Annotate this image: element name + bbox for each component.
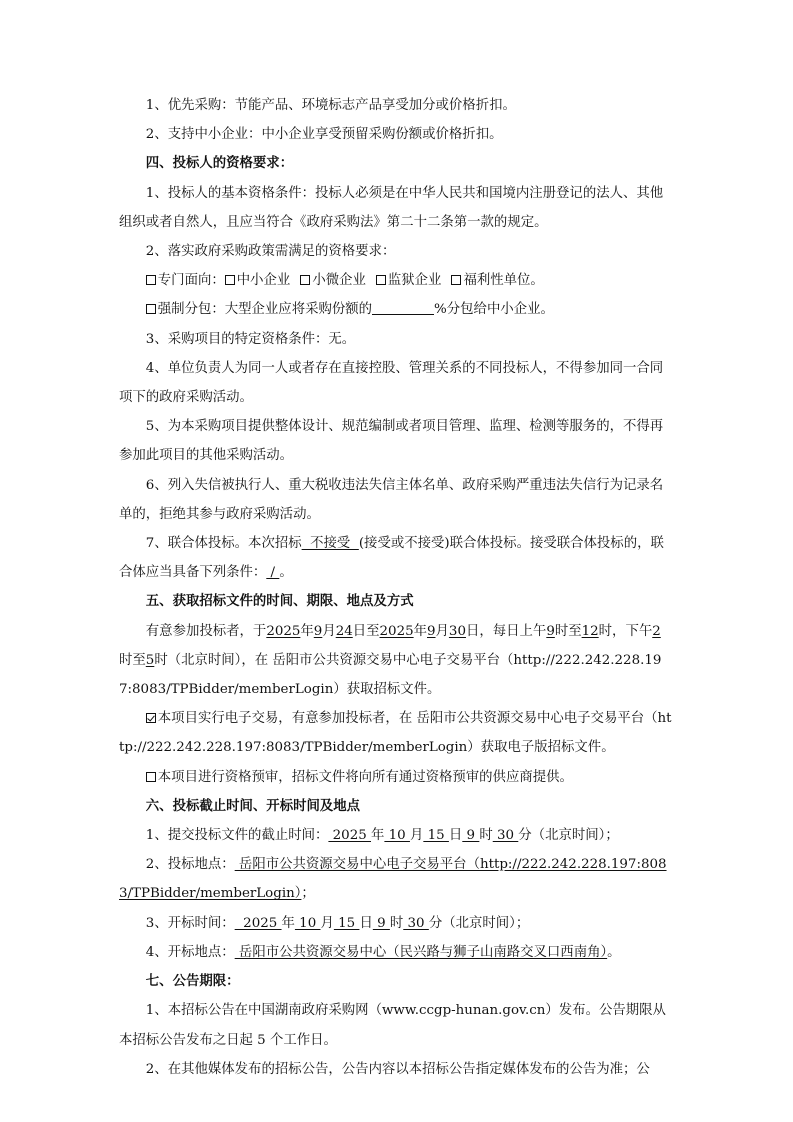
qualification-same-person: 4、单位负责人为同一人或者存在直接控股、管理关系的不同投标人，不得参加同一合同项下的政府采购活动。 <box>119 360 664 406</box>
section-heading-deadline: 六、投标截止时间、开标时间及地点 <box>145 798 361 814</box>
option-row-dedicated: 专门面向： 中小企业 小微企业 监狱企业 福利性单位。 <box>119 266 674 295</box>
consortium-conditions-value: / <box>266 565 280 581</box>
qualification-policy: 2、落实政府采购政策需满足的资格要求： <box>145 244 396 260</box>
checkbox-unchecked-icon[interactable] <box>451 275 461 285</box>
policy-energy: 1、优先采购：节能产品、环境标志产品享受加分或价格折扣。 <box>145 98 516 113</box>
consortium-accept-value: 不接受 <box>301 536 359 552</box>
section-heading-qualification: 四、投标人的资格要求： <box>145 156 294 172</box>
checkbox-checked-icon[interactable] <box>146 713 156 723</box>
qualification-credit: 6、列入失信被执行人、重大税收违法失信主体名单、政府采购严重违法失信行为记录名单的，拒绝其参与政府采购活动。 <box>119 477 664 522</box>
obtain-period: 有意参加投标者，于2025年9月24日至2025年9月30日，每日上午9时至12时，下午2时至5时（北京时间），在 岳阳市公共资源交易中心电子交易平台（http://222.242.228.197:8083/TPBidder/memberLogin）获取招标文件。 <box>119 623 662 698</box>
opening-time: 3、开标时间： 2025 年 10 月 15 日 9 时 30 分（北京时间）； <box>145 915 530 931</box>
prequalification: 本项目进行资格预审，招标文件将向所有通过资格预审的供应商提供。 <box>119 763 674 792</box>
option-row-subcontract: 强制分包：大型企业应将采购份额的 %分包给中小企业。 <box>119 295 674 324</box>
bid-location: 2、投标地点： 岳阳市公共资源交易中心电子交易平台（http://222.242.228.197:8083/TPBidder/memberLogin）； <box>119 857 667 902</box>
checkbox-unchecked-icon[interactable] <box>300 275 310 285</box>
qualification-design-service: 5、为本采购项目提供整体设计、规范编制或者项目管理、监理、检测等服务的，不得再参加此项目的其他采购活动。 <box>119 419 664 464</box>
section-heading-obtain-documents: 五、获取招标文件的时间、期限、地点及方式 <box>145 594 414 610</box>
section-heading-notice-period: 七、公告期限： <box>145 974 240 990</box>
notice-other-media: 2、在其他媒体发布的招标公告，公告内容以本招标公告指定媒体发布的公告为准；公 <box>145 1061 650 1077</box>
electronic-trading: 本项目实行电子交易，有意参加投标者，在 岳阳市公共资源交易中心电子交易平台（http://222.242.228.197:8083/TPBidder/memberLogin）获取电子版招标文件。 <box>119 711 672 756</box>
qualification-specific: 3、采购项目的特定资格条件：无。 <box>145 331 356 347</box>
notice-period: 1、本招标公告在中国湖南政府采购网（www.ccgp-hunan.gov.cn）发布。公告期限从本招标公告发布之日起 5 个工作日。 <box>119 1003 666 1048</box>
qualification-basic: 1、投标人的基本资格条件：投标人必须是在中华人民共和国境内注册登记的法人、其他组织或者自然人，且应当符合《政府采购法》第二十二条第一款的规定。 <box>119 185 664 230</box>
checkbox-unchecked-icon[interactable] <box>376 275 386 285</box>
bid-location-link[interactable]: 岳阳市公共资源交易中心电子交易平台（http://222.242.228.197:8083/TPBidder/memberLogin） <box>119 857 667 902</box>
subcontract-percent-blank[interactable] <box>372 300 434 315</box>
checkbox-unchecked-icon[interactable] <box>146 772 156 782</box>
bid-deadline: 1、提交投标文件的截止时间： 2025 年 10 月 15 日 9 时 30 分（北京时间）； <box>145 828 619 844</box>
consortium-bid: 7、联合体投标。本次招标 不接受 (接受或不接受)联合体投标。接受联合体投标的，联合体应当具备下列条件： / 。 <box>119 536 664 581</box>
policy-sme: 2、支持中小企业：中小企业享受预留采购份额或价格折扣。 <box>145 127 503 143</box>
checkbox-unchecked-icon[interactable] <box>146 275 156 285</box>
checkbox-unchecked-icon[interactable] <box>225 275 235 285</box>
checkbox-unchecked-icon[interactable] <box>146 304 156 314</box>
opening-location: 4、开标地点： 岳阳市公共资源交易中心（民兴路与狮子山南路交叉口西南角）。 <box>145 944 621 960</box>
